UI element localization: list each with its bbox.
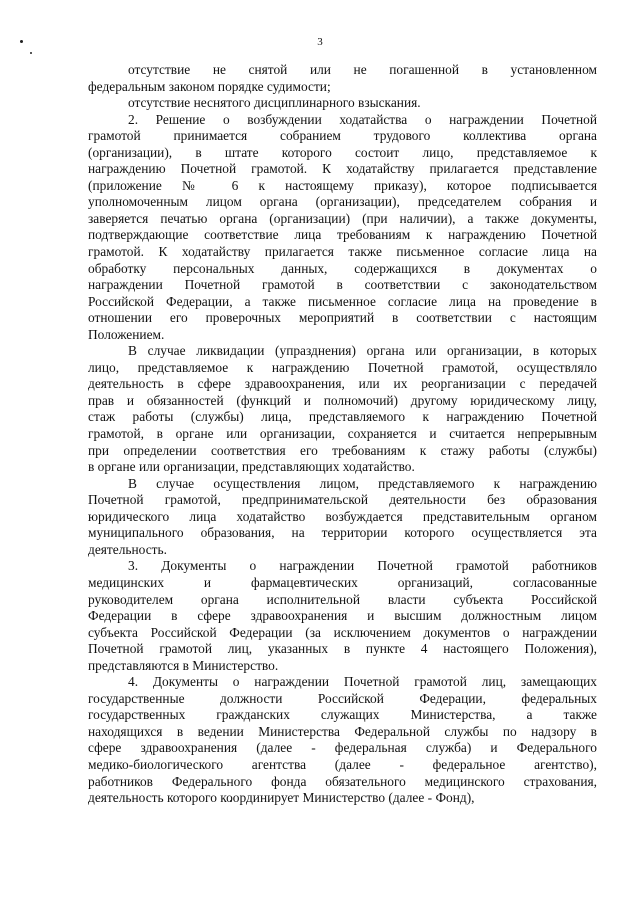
text-line: (организации), в штате которого состоит лицо, представляемое к: [88, 144, 597, 160]
text-line: отсутствие неснятого дисциплинарного взыскания.: [128, 95, 421, 111]
paragraph: [88, 95, 597, 112]
text-line: грамотой. К ходатайству прилагается также письменное согласие лица на: [88, 244, 597, 260]
text-line: медицинских и фармацевтических организаций, согласованные: [88, 574, 597, 590]
text-line: отсутствие не снятой или не погашенной в установленном: [128, 62, 597, 77]
paragraph: [88, 343, 597, 475]
paragraph: [88, 476, 597, 559]
text-line: 4. Документы о награждении Почетной грамотой лиц, замещающих: [128, 674, 597, 690]
text-line: грамотой принимается собранием трудового коллектива органа: [88, 128, 597, 144]
text-line: стаж работы (службы) лица, представляемого к награждению Почетной: [88, 409, 597, 425]
text-line: отношении его проверочных мероприятий в соответствии с настоящим: [88, 310, 597, 326]
text-line: Почетной грамотой, предпринимательской деятельности без образования: [88, 492, 597, 508]
text-line: муниципального образования, на территории которого осуществляется эта: [88, 525, 597, 541]
scan-speck: [20, 40, 23, 43]
text-line: (приложение № 6 к настоящему приказу), которое подписывается: [88, 177, 597, 193]
paragraph: [88, 558, 597, 674]
text-line: прав и обязанностей (функций и полномочий) другому юридическому лицу,: [88, 392, 597, 408]
text-line: В случае ликвидации (упразднения) органа или организации, в которых: [128, 343, 597, 359]
text-line: субъекта Российской Федерации (за исключением документов о награждении: [88, 624, 597, 640]
document-body: [88, 62, 597, 807]
text-line: работников Федерального фонда обязательного медицинского страхования,: [88, 773, 597, 789]
text-line: В случае осуществления лицом, представляемого к награждению: [128, 475, 597, 491]
scan-speck: [30, 52, 32, 54]
text-line: Почетной грамотой лиц, указанных в пункте 4 настоящего Положения),: [88, 641, 597, 657]
text-line: федеральным законом порядке судимости;: [88, 78, 331, 94]
text-line: Федерации в сфере здравоохранения и высшим должностным лицом: [88, 608, 597, 624]
text-line: юридического лица ходатайство возбуждается представительным органом: [88, 508, 597, 524]
text-line: медико-биологического агентства (далее - федеральное агентство),: [88, 756, 597, 772]
text-line: деятельность которого координирует Министерство (далее - Фонд),: [88, 790, 475, 806]
text-line: 2. Решение о возбуждении ходатайства о награждении Почетной: [128, 111, 597, 127]
paragraph: [88, 62, 597, 95]
text-line: деятельность.: [88, 541, 167, 557]
text-line: 3. Документы о награждении Почетной грамотой работников: [128, 558, 597, 574]
paragraph: [88, 112, 597, 344]
text-line: награждению Почетной грамотой. К ходатайству прилагается представление: [88, 161, 597, 177]
text-line: лицо, представляемое к награждению Почетной грамотой, осуществляло: [88, 359, 597, 375]
text-line: сфере здравоохранения (далее - федеральная служба) и Федерального: [88, 740, 597, 756]
text-line: государственных гражданских служащих Министерства, а также: [88, 707, 597, 723]
text-line: Положением.: [88, 326, 165, 342]
text-line: представляются в Министерство.: [88, 657, 279, 673]
text-line: находящихся в ведении Министерства Федеральной службы по надзору в: [88, 723, 597, 739]
text-line: грамотой, в органе или организации, сохраняется и считается непрерывным: [88, 426, 597, 442]
text-line: деятельность в сфере здравоохранения, или их реорганизации с передачей: [88, 376, 597, 392]
text-line: при определении соответствия его требованиям к стажу работы (службы): [88, 442, 597, 458]
text-line: государственные должности Российской Федерации, федеральных: [88, 690, 597, 706]
text-line: в органе или организации, представляющих ходатайство.: [88, 459, 415, 475]
text-line: уполномоченным лицом органа (организации), председателем собрания и: [88, 194, 597, 210]
text-line: подтверждающие соответствие лица требованиям к награждению Почетной: [88, 227, 597, 243]
text-line: Российской Федерации, а также письменное согласие лица на проведение в: [88, 293, 597, 309]
text-line: заверяется печатью органа (организации) (при наличии), а также документы,: [88, 210, 597, 226]
paragraph: [88, 674, 597, 806]
text-line: руководителем органа исполнительной власти субъекта Российской: [88, 591, 597, 607]
text-line: награждении Почетной грамотой в соответствии с законодательством: [88, 277, 597, 293]
page-number: 3: [317, 36, 323, 48]
text-line: обработку персональных данных, содержащихся в документах о: [88, 260, 597, 276]
